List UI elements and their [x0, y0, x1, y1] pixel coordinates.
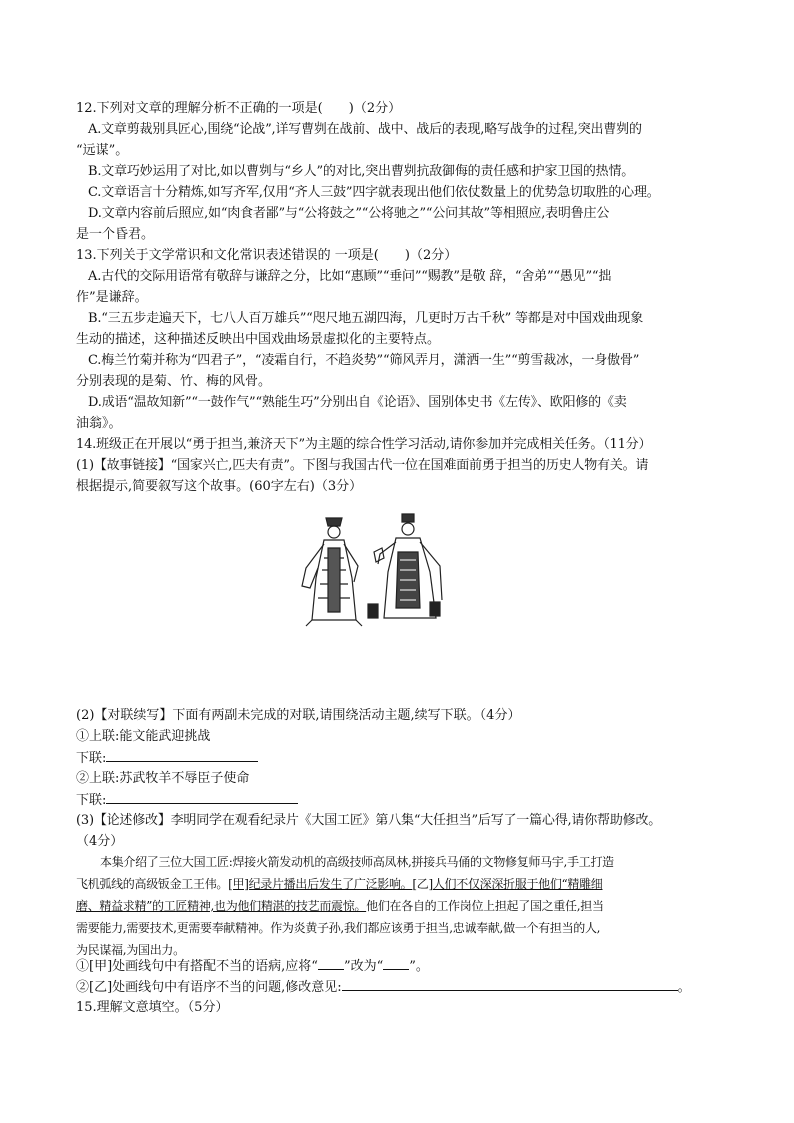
couplet2-lower-row — [76, 789, 726, 811]
q13-option-d-cont: 油翁》。 — [76, 416, 122, 431]
q12-option-b: B.文章巧妙运用了对比,如以曹刿与“乡人”的对比,突出曹刿抗敌御侮的责任感和护家卫国的热情。 — [88, 164, 635, 179]
couplet1-lower-row — [76, 747, 726, 769]
q12-option-a-cont: “远谋”。 — [76, 143, 129, 158]
couplet2-answer-blank[interactable] — [106, 789, 298, 804]
couplet1-answer-blank[interactable] — [106, 747, 258, 762]
essay-line-1: 本集介绍了三位大国工匠:焊接火箭发动机的高级技师高凤林,拼接兵马俑的文物修复师马宇,手工打造 — [100, 855, 614, 869]
q13-option-b: B.“三五步走遍天下，七八人百万雄兵”“咫尺地五湖四海，几更时万古千秋” 等都是对中国戏曲现象 — [88, 311, 644, 326]
q13-option-a: A.古代的交际用语常有敬辞与谦辞之分，比如“惠顾”“垂问”“赐教”是敬 辞，“舍弟”“愚见”“拙 — [88, 269, 612, 284]
q12-stem: 12.下列对文章的理解分析不正确的一项是( )（2分） — [76, 101, 402, 116]
couplet2-lower-label: 下联: — [76, 793, 107, 808]
q13-option-a-cont: 作”是谦辞。 — [76, 290, 148, 305]
essay-sentence-jia: [甲]纪录片播出后发生了广泛影响。 — [228, 877, 413, 891]
subq2-text: ②[乙]处画线句中有语序不当的问题,修改意见: — [76, 980, 342, 995]
couplet1-lower-label: 下联: — [76, 751, 107, 766]
q14-part2-prompt: (2)【对联续写】下面有两副未完成的对联,请围绕活动主题,续写下联。（4分） — [76, 708, 521, 723]
subq1-text-mid: ”改为“ — [343, 959, 384, 974]
essay-line-2 — [76, 873, 726, 895]
q13-stem: 13.下列关于文学常识和文化常识表述错误的 一项是( )（2分） — [76, 248, 458, 263]
q12-option-d: D.文章内容前后照应,如“肉食者鄙”与“公将鼓之”“公将驰之”“公问其故”等相照应,表明鲁庄公 — [88, 206, 610, 221]
essay-sentence-yi-end: 磨、精益求精”的工匠精神,也为他们精湛的技艺而震惊。 — [76, 899, 367, 913]
q14-part1-prompt: (1)【故事链接】“国家兴亡,匹夫有责”。下图与我国古代一位在国难面前勇于担当的历史人物有关。请 — [76, 458, 649, 473]
subq1-blank-to[interactable] — [383, 955, 409, 970]
q13-option-c-cont: 分别表现的是菊、竹、梅的风骨。 — [76, 374, 272, 389]
couplet2-upper: ②上联:苏武牧羊不辱臣子使命 — [76, 771, 250, 786]
q14-part1-prompt-cont: 根据提示,简要叙写这个故事。(60字左右)（3分） — [76, 479, 363, 494]
subq1-text-end: ”。 — [409, 959, 429, 974]
q12-option-c: C.文章语言十分精炼,如写齐军,仅用“齐人三鼓”四字就表现出他们依仗数量上的优势急切取胜的心理。 — [88, 185, 660, 200]
subq1-blank-from[interactable] — [318, 955, 344, 970]
essay-line-3 — [76, 895, 726, 917]
essay-sentence-after: 他们在各自的工作岗位上担起了国之重任,担当 — [366, 899, 604, 913]
q12-option-d-cont: 是一个昏君。 — [76, 227, 155, 242]
q13-option-c: C.梅兰竹菊并称为“四君子”，“凌霜自行，不趋炎势”“筛风弄月，潇洒一生”“剪雪裁冰，一身傲骨” — [88, 353, 640, 368]
q14-part3-prompt-cont: （4分） — [76, 834, 124, 849]
q15-stem: 15.理解文意填空。（5分） — [76, 1000, 229, 1015]
q14-part3-prompt: (3)【论述修改】李明同学在观看纪录片《大国工匠》第八集“大任担当”后写了一篇心得,请你帮助修改。 — [76, 813, 662, 828]
subq1-text: ①[甲]处画线句中有搭配不当的语病,应将“ — [76, 959, 318, 974]
subq2-answer-blank[interactable] — [342, 976, 678, 991]
essay-line-5: 为民谋福,为国出力。 — [76, 943, 185, 957]
subq2-text-end: 。 — [677, 980, 691, 995]
subq2-row — [76, 976, 726, 998]
subq1-row — [76, 955, 726, 977]
essay-sentence-yi-start: 人们不仅深深折服于他们“精雕细 — [432, 877, 603, 891]
q13-option-d: D.成语“温故知新”“一鼓作气”“熟能生巧”分别出自《论语》、国别体史书《左传》、欧阳修的《卖 — [88, 395, 627, 410]
couplet1-upper: ①上联:能文能武迎挑战 — [76, 729, 211, 744]
essay-sentence-intro-end: 飞机弧线的高级钣金工王伟。 — [76, 877, 229, 891]
essay-marker-yi: [乙] — [412, 877, 433, 891]
historical-figures-illustration — [296, 508, 446, 633]
q14-stem: 14.班级正在开展以“勇于担当,兼济天下”为主题的综合性学习活动,请你参加并完成相关任务。（11分） — [76, 437, 652, 452]
q12-option-a: A.文章剪裁别具匠心,围绕“论战”,详写曹刿在战前、战中、战后的表现,略写战争的过程,突出曹刿的 — [88, 122, 642, 137]
essay-line-4: 需要能力,需要技术,更需要奉献精神。作为炎黄子孙,我们都应该勇于担当,忠诚奉献,做一个有担当的人, — [76, 921, 601, 935]
q13-option-b-cont: 生动的描述，这种描述反映出中国戏曲场景虚拟化的主要特点。 — [76, 332, 441, 347]
